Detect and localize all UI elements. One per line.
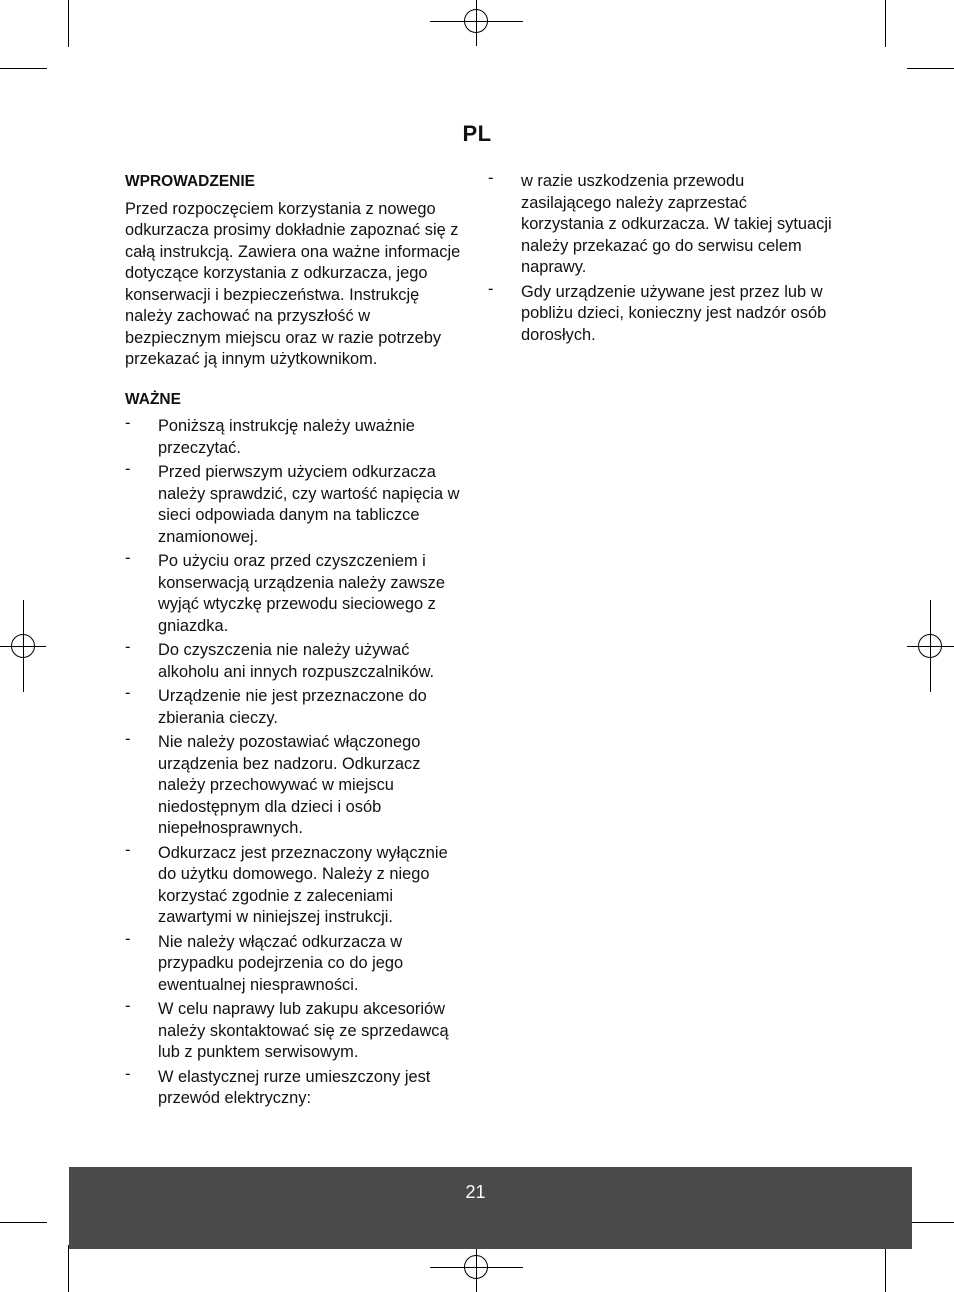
important-list-left xyxy=(125,416,470,1110)
list-item xyxy=(125,640,470,683)
intro-paragraph: Przed rozpoczęciem korzystania z nowego odkurzacza prosimy dokładnie zapoznać się z całą instrukcją. Zawiera ona ważne informacje dotyczące korzystania z odkurzacza, jego konserwacji i bezpieczeństwa. Instrukcję należy zachować na przyszłość w bezpiecznym miejscu oraz w razie potrzeby przekazać ją innym użytkownikom. xyxy=(125,199,461,368)
left-column xyxy=(125,171,470,1113)
list-item-text: Nie należy włączać odkurzacza w przypadku podejrzenia co do jego ewentualnej niesprawności. xyxy=(158,932,404,994)
crop-mark-top-right-horizontal xyxy=(907,68,954,69)
list-item xyxy=(125,416,470,459)
footer-bar xyxy=(69,1167,912,1249)
list-item xyxy=(125,732,470,840)
list-item-text: W elastycznej rurze umieszczony jest przewód elektryczny: xyxy=(158,1067,431,1107)
list-item xyxy=(488,171,833,279)
list-item xyxy=(125,929,470,997)
intro-heading: WPROWADZENIE xyxy=(125,173,256,190)
important-heading: WAŻNE xyxy=(125,390,181,408)
crop-mark-bottom-left-horizontal xyxy=(0,1222,47,1223)
dash-bullet: - xyxy=(488,169,494,187)
list-item xyxy=(125,551,470,637)
dash-bullet: - xyxy=(125,1064,131,1083)
crop-mark-bottom-right-vertical xyxy=(885,1245,886,1292)
list-item-text: W celu naprawy lub zakupu akcesoriów należy skontaktować się ze sprzedawcą lub z punktem serwisowym. xyxy=(158,1000,449,1061)
page-number: 21 xyxy=(465,1182,486,1202)
list-item-text: Do czyszczenia nie należy używać alkoholu ani innych rozpuszczalników. xyxy=(158,641,435,681)
crop-mark-top-left-horizontal xyxy=(0,68,47,69)
list-item-text: Urządzenie nie jest przeznaczone do zbierania cieczy. xyxy=(158,687,427,727)
dash-bullet: - xyxy=(125,460,131,478)
dash-bullet: - xyxy=(125,638,131,656)
language-heading: PL xyxy=(462,121,492,146)
list-item xyxy=(125,1064,470,1110)
dash-bullet: - xyxy=(125,414,131,432)
dash-bullet: - xyxy=(125,840,131,859)
dash-bullet: - xyxy=(125,929,131,948)
list-item-text: Gdy urządzenie używane jest przez lub w pobliżu dzieci, konieczny jest nadzór osób dorosłych. xyxy=(521,282,827,344)
crop-mark-top-right-vertical xyxy=(885,0,886,47)
list-item-text: Odkurzacz jest przeznaczony wyłącznie do użytku domowego. Należy z niego korzystać zgodnie z zaleceniami zawartymi w niniejszej instrukcji. xyxy=(158,843,448,926)
list-item-text: w razie uszkodzenia przewodu zasilającego należy zaprzestać korzystania z odkurzacza. W takiej sytuacji należy przekazać go do serwisu celem naprawy. xyxy=(521,172,832,276)
right-column xyxy=(488,171,833,349)
list-item-text: Przed pierwszym użyciem odkurzacza należy sprawdzić, czy wartość napięcia w sieci odpowiada danym na tabliczce znamionowej. xyxy=(158,463,460,546)
list-item xyxy=(125,840,470,929)
dash-bullet: - xyxy=(125,549,131,567)
dash-bullet: - xyxy=(125,997,131,1015)
dash-bullet: - xyxy=(125,684,131,702)
dash-bullet: - xyxy=(125,730,131,748)
list-item xyxy=(125,999,470,1064)
crop-mark-bottom-left-vertical xyxy=(68,1245,69,1292)
list-item-text: Poniższą instrukcję należy uważnie przeczytać. xyxy=(158,417,415,457)
crop-mark-top-left-vertical xyxy=(68,0,69,47)
dash-bullet: - xyxy=(488,279,494,298)
list-item xyxy=(125,686,470,729)
list-item-text: Po użyciu oraz przed czyszczeniem i konserwacją urządzenia należy zawsze wyjąć wtyczkę przewodu sieciowego z gniazdka. xyxy=(158,552,445,635)
important-list-right xyxy=(488,171,833,346)
list-item xyxy=(488,279,833,347)
list-item-text: Nie należy pozostawiać włączonego urządzenia bez nadzoru. Odkurzacz należy przechowywać w miejscu niedostępnym dla dzieci i osób niepełnosprawnych. xyxy=(158,733,421,837)
crop-mark-bottom-right-horizontal xyxy=(907,1222,954,1223)
list-item xyxy=(125,462,470,548)
